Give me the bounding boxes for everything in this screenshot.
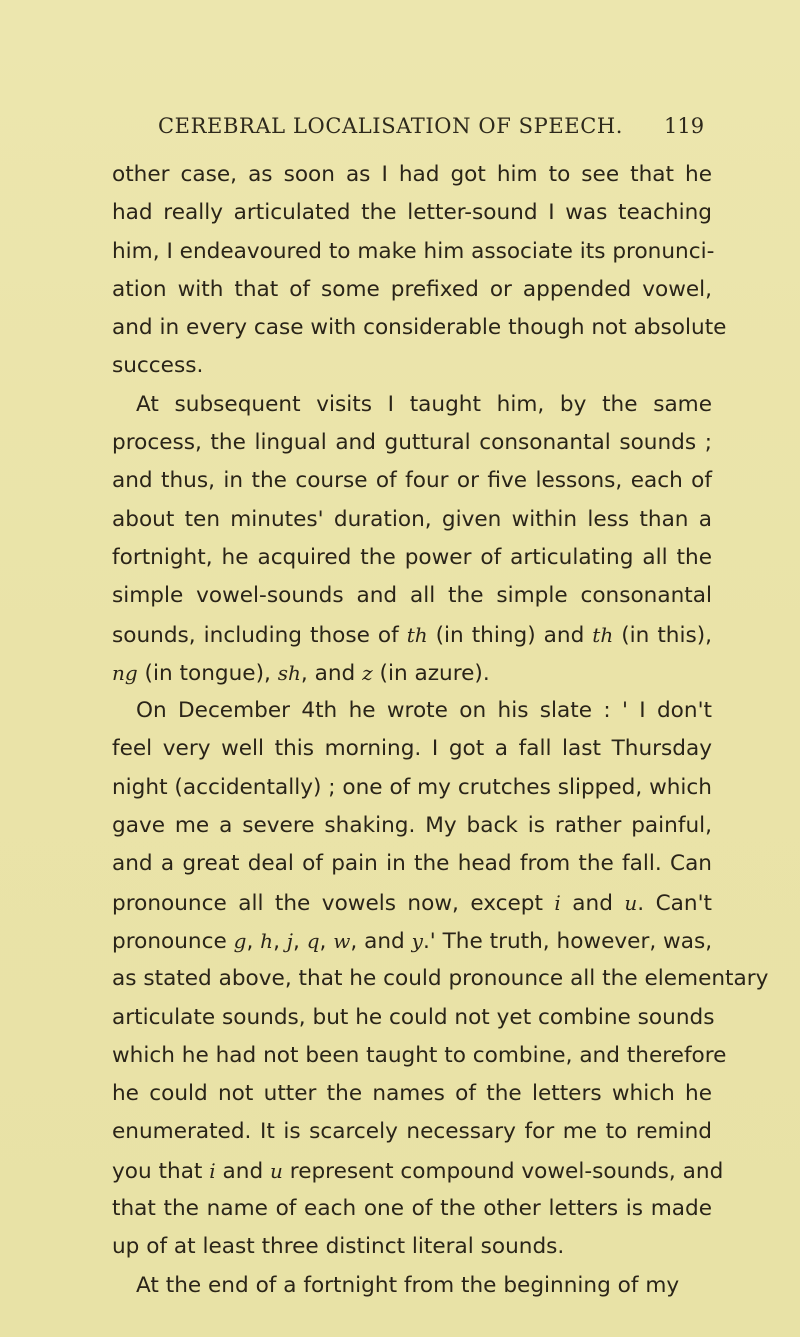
text-segment: and — [560, 890, 625, 916]
italic-letter: q — [306, 928, 320, 953]
text-line: that the name of each one of the other letters is made — [112, 1196, 712, 1222]
text-line: other case, as soon as I had got him to see that he — [112, 162, 712, 187]
text-line: as stated above, that he could pronounce all the elementary — [112, 966, 769, 992]
italic-letter: w — [333, 928, 351, 953]
text-segment: (in this), — [613, 622, 713, 648]
text-line: night (accidentally) ; one of my crutches slipped, which — [112, 774, 712, 800]
italic-letter: sh — [277, 660, 301, 685]
text-segment: , and — [350, 928, 412, 954]
text-segment: (in tongue), — [137, 660, 278, 686]
text-segment: pronounce — [112, 928, 234, 954]
text-line: On December 4th he wrote on his slate : ' I don't — [136, 698, 712, 724]
text-line: and a great deal of pain in the head from the fall. Can — [112, 851, 712, 877]
text-segment: , — [319, 928, 334, 954]
text-segment: (in azure). — [372, 660, 490, 686]
italic-letter: ng — [112, 660, 138, 685]
text-line — [112, 884, 712, 922]
italic-letter: i — [554, 890, 561, 915]
text-line — [112, 654, 712, 692]
italic-letter: i — [209, 1158, 216, 1183]
italic-letter: u — [270, 1158, 283, 1183]
text-line: him, I endeavoured to make him associate its pronunci- — [112, 238, 715, 264]
page-number: 119 — [664, 114, 705, 138]
text-line: enumerated. It is scarcely necessary for me to remind — [112, 1119, 712, 1145]
text-line — [112, 922, 712, 960]
text-line: At the end of a fortnight from the beginning of my — [136, 1272, 680, 1298]
text-line — [112, 616, 712, 654]
text-line: ation with that of some prefixed or appended vowel, — [112, 276, 712, 302]
text-segment: sounds, including those of — [112, 622, 407, 648]
text-segment: . Can't — [637, 890, 712, 916]
italic-letter: j — [286, 928, 293, 953]
text-segment: .' The truth, however, was, — [422, 928, 713, 954]
text-line — [112, 1152, 724, 1190]
text-segment: , — [293, 928, 307, 954]
text-segment: and — [215, 1158, 271, 1184]
italic-letter: z — [362, 660, 373, 685]
text-line: about ten minutes' duration, given within less than a — [112, 506, 712, 532]
text-line: At subsequent visits I taught him, by the same — [136, 391, 712, 417]
body-text — [112, 156, 769, 1305]
running-title: CEREBRAL LOCALISATION OF SPEECH. — [158, 114, 624, 138]
text-segment: , — [246, 928, 261, 954]
running-head — [0, 114, 800, 144]
text-segment: you that — [112, 1158, 210, 1184]
text-line: up of at least three distinct literal sounds. — [112, 1234, 565, 1260]
italic-letter: th — [592, 622, 614, 647]
text-segment: , and — [300, 660, 363, 686]
text-segment: , — [273, 928, 287, 954]
text-line: articulate sounds, but he could not yet combine sounds — [112, 1004, 715, 1030]
italic-letter: y — [411, 928, 423, 953]
text-segment: represent compound vowel-sounds, and — [282, 1158, 724, 1184]
text-line: fortnight, he acquired the power of articulating all the — [112, 544, 712, 570]
text-line: feel very well this morning. I got a fall last Thursday — [112, 736, 712, 762]
italic-letter: th — [406, 622, 428, 647]
italic-letter: h — [260, 928, 274, 953]
text-segment: pronounce all the vowels now, except — [112, 890, 555, 916]
italic-letter: g — [233, 928, 247, 953]
text-line: which he had not been taught to combine, and therefore — [112, 1042, 727, 1068]
text-line: he could not utter the names of the letters which he — [112, 1081, 712, 1107]
text-line: process, the lingual and guttural consonantal sounds ; — [112, 430, 712, 456]
text-line: and thus, in the course of four or five lessons, each of — [112, 468, 712, 494]
text-line: simple vowel-sounds and all the simple consonantal — [112, 583, 712, 609]
text-line: had really articulated the letter-sound I was teaching — [112, 200, 712, 226]
text-line: gave me a severe shaking. My back is rather painful, — [112, 813, 712, 839]
text-line: success. — [112, 353, 204, 379]
italic-letter: u — [624, 890, 638, 915]
text-line: and in every case with considerable though not absolute — [112, 315, 727, 341]
text-segment: (in thing) and — [427, 622, 593, 648]
